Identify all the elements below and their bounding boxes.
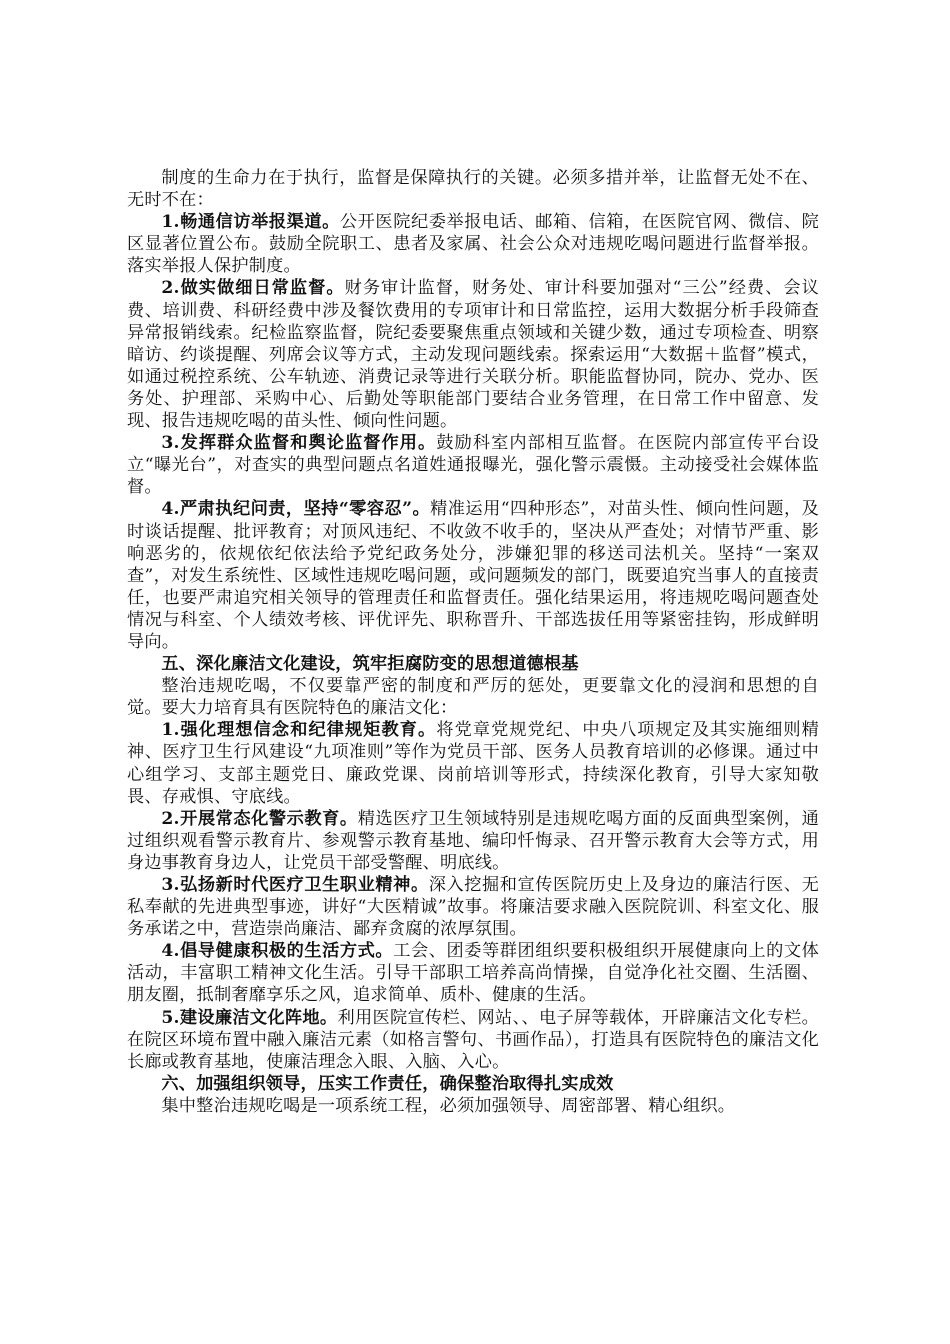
paragraph-lead: 4.倡导健康积极的生活方式。 bbox=[161, 941, 394, 962]
paragraph-supervision-intro bbox=[127, 167, 819, 211]
paragraph-lead: 3.弘扬新时代医疗卫生职业精神。 bbox=[161, 875, 429, 895]
paragraph-ideals-education bbox=[127, 719, 819, 807]
paragraph-healthy-lifestyle bbox=[127, 940, 819, 1006]
paragraph-text: 整治违规吃喝，不仅要靠严密的制度和严厉的惩处，更要靠文化的浸润和思想的自觉。要大力培育具有医院特色的廉洁文化： bbox=[127, 676, 819, 719]
paragraph-culture-positions bbox=[127, 1007, 819, 1073]
paragraph-text: 工会、团委等群团组织要积极组织开展健康向上的文体活动，丰富职工精神文化生活。引导干部职工培养高尚情操，自觉净化社交圈、生活圈、朋友圈，抵制奢靡享乐之风，追求简单、质朴、健康的生活。 bbox=[127, 941, 819, 1006]
section-heading-5: 五、深化廉洁文化建设，筑牢拒腐防变的思想道德根基 bbox=[161, 654, 579, 675]
section-heading-6: 六、加强组织领导，压实工作责任，确保整治取得扎实成效 bbox=[161, 1073, 614, 1094]
paragraph-accountability bbox=[127, 498, 819, 653]
paragraph-lead: 5.建设廉洁文化阵地。 bbox=[161, 1007, 338, 1028]
paragraph-public-supervision bbox=[127, 432, 819, 498]
paragraph-report-channels bbox=[127, 211, 819, 277]
paragraph-text: 集中整治违规吃喝是一项系统工程，必须加强领导、周密部署、精心组织。 bbox=[161, 1095, 736, 1116]
paragraph-leadership-intro bbox=[127, 1095, 819, 1117]
paragraph-lead: 1.强化理想信念和纪律规矩教育。 bbox=[161, 720, 437, 741]
paragraph-text: 制度的生命力在于执行，监督是保障执行的关键。必须多措并举，让监督无处不在、无时不在： bbox=[127, 168, 819, 211]
paragraph-text: 利用医院宣传栏、网站、、电子屏等载体，开辟廉洁文化专栏。在院区环境布置中融入廉洁元素（如格言警句、书画作品），打造具有医院特色的廉洁文化长廊或教育基地，使廉洁理念入眼、入脑、入心。 bbox=[127, 1007, 819, 1072]
paragraph-text: 精选医疗卫生领域特别是违规吃喝方面的反面典型案例，通过组织观看警示教育片、参观警示教育基地、编印忏悔录、召开警示教育大会等方式，用身边事教育身边人，让党员干部受警醒、明底线。 bbox=[127, 808, 820, 873]
paragraph-warning-education bbox=[127, 808, 819, 874]
paragraph-culture-intro bbox=[127, 675, 819, 719]
paragraph-lead: 1.畅通信访举报渠道。 bbox=[161, 212, 340, 233]
paragraph-text: 财务审计监督，财务处、审计科要加强对“三公”经费、会议费、培训费、科研经费中涉及餐饮费用的专项审计和日常监控，运用大数据分析手段筛查异常报销线索。纪检监察监督，院纪委要聚焦重点领域和关键少数，通过专项检查、明察暗访、约谈提醒、列席会议等方式，主动发现问题线索。探索运用“大数据＋监督”模式，如通过税控系统、公车轨迹、消费记录等进行关联分析。职能监督协同，院办、党办、医务处、护理部、采购中心、后勤处等职能部门要结合业务管理，在日常工作中留意、发现、报告违规吃喝的苗头性、倾向性问题。 bbox=[127, 278, 819, 432]
paragraph-professional-spirit bbox=[127, 874, 819, 940]
paragraph-daily-supervision bbox=[127, 277, 819, 432]
paragraph-text: 鼓励科室内部相互监督。在医院内部宣传平台设立“曝光台”，对查实的典型问题点名道姓通报曝光，强化警示震慑。主动接受社会媒体监督。 bbox=[127, 433, 819, 498]
paragraph-text: 深入挖掘和宣传医院历史上及身边的廉洁行医、无私奉献的先进典型事迹，讲好“大医精诚”故事。将廉洁要求融入医院院训、科室文化、服务承诺之中，营造崇尚廉洁、鄙弃贪腐的浓厚氛围。 bbox=[127, 875, 819, 940]
document-body bbox=[127, 167, 819, 1117]
paragraph-text: 将党章党规党纪、中央八项规定及其实施细则精神、医疗卫生行风建设“九项准则”等作为党员干部、医务人员教育培训的必修课。通过中心组学习、支部主题党日、廉政党课、岗前培训等形式，持续深化教育，引导大家知敬畏、存戒惧、守底线。 bbox=[127, 720, 819, 807]
paragraph-lead: 3.发挥群众监督和舆论监督作用。 bbox=[161, 433, 437, 454]
paragraph-lead: 2.开展常态化警示教育。 bbox=[161, 808, 358, 829]
paragraph-lead: 4.严肃执纪问责，坚持“零容忍”。 bbox=[161, 499, 431, 520]
paragraph-text: 公开医院纪委举报电话、邮箱、信箱，在医院官网、微信、院区显著位置公布。鼓励全院职工、患者及家属、社会公众对违规吃喝问题进行监督举报。落实举报人保护制度。 bbox=[127, 212, 819, 277]
paragraph-text: 精准运用“四种形态”，对苗头性、倾向性问题，及时谈话提醒、批评教育；对顶风违纪、不收敛不收手的，坚决从严查处；对情节严重、影响恶劣的，依规依纪依法给予党纪政务处分，涉嫌犯罪的移送司法机关。坚持“一案双查”，对发生系统性、区域性违规吃喝问题，或问题频发的部门，既要追究当事人的直接责任，也要严肃追究相关领导的管理责任和监督责任。强化结果运用，将违规吃喝问题查处情况与科室、个人绩效考核、评优评先、职称晋升、干部选拔任用等紧密挂钩，形成鲜明导向。 bbox=[127, 499, 819, 652]
paragraph-lead: 2.做实做细日常监督。 bbox=[161, 278, 345, 299]
